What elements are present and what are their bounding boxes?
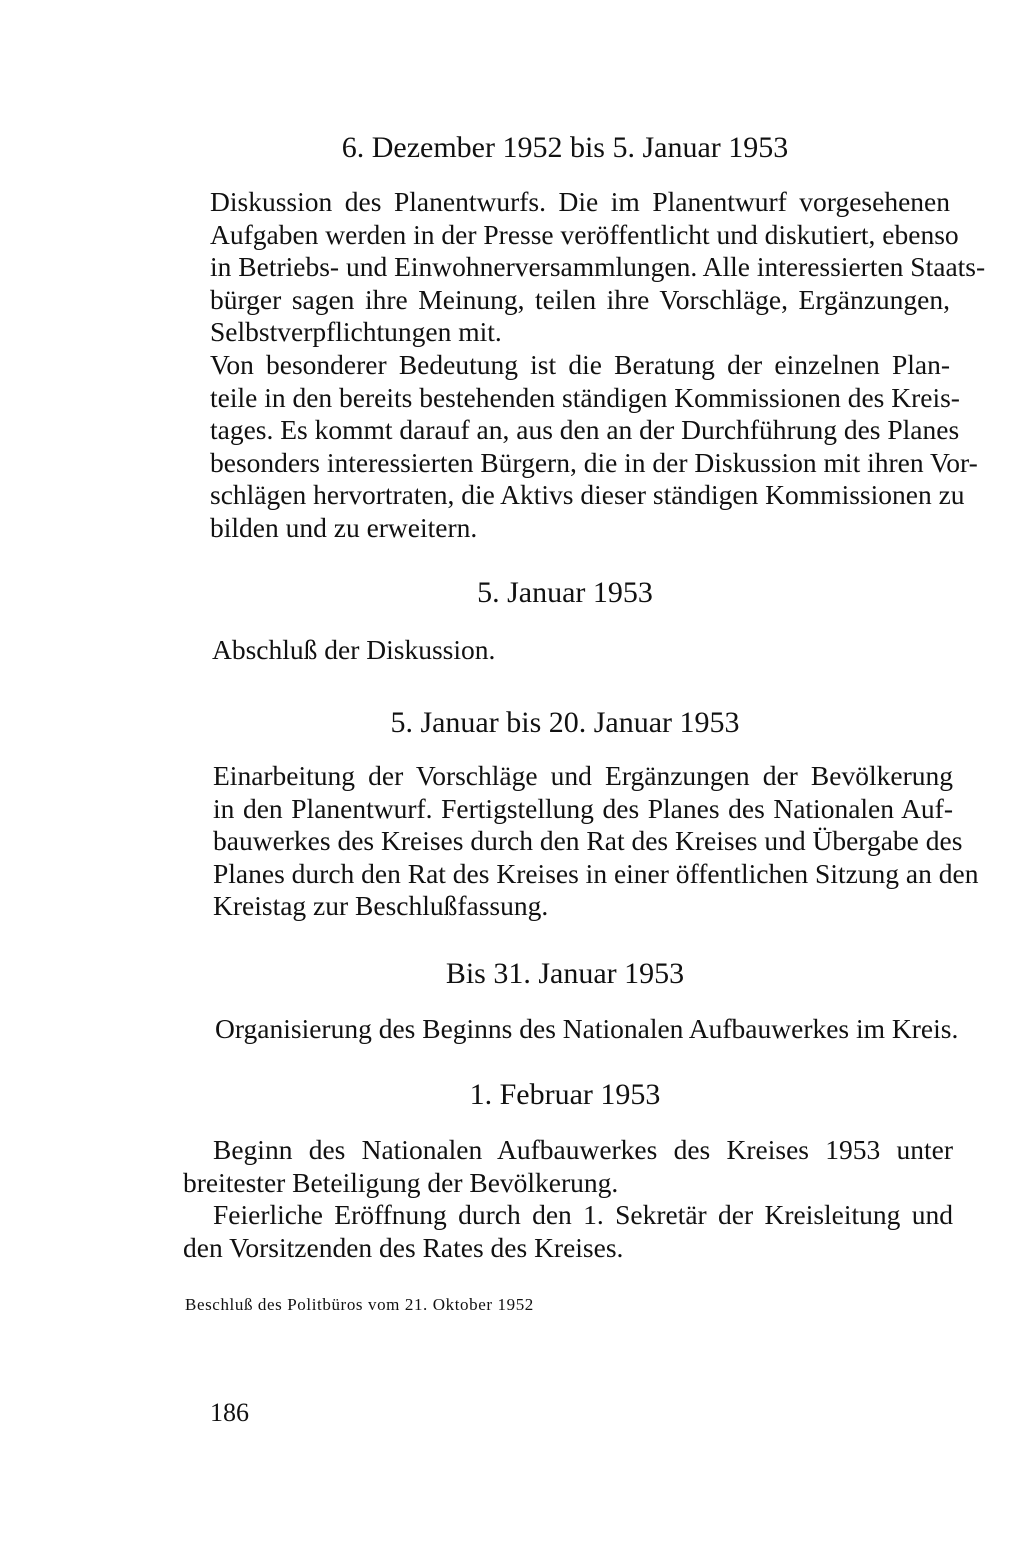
footnote-source: Beschluß des Politbüros vom 21. Oktober 1952 [185,1295,534,1314]
section-5-paragraph-1 [183,1134,953,1199]
text-line: tages. Es kommt darauf an, aus den an der Durchführung des Planes [210,414,960,446]
section-5-paragraph-2 [183,1199,953,1264]
text-line: Aufgaben werden in der Presse veröffentlicht und diskutiert, ebenso [210,218,959,250]
text-line: breitester Beteiligung der Bevölkerung. [183,1166,619,1198]
section-heading-5: 1. Februar 1953 [469,1078,661,1111]
text-line: besonders interessierten Bürgern, die in der Diskussion mit ihren Vor- [210,446,978,478]
section-3-paragraph [183,760,979,923]
text-line: Von besonderer Bedeutung ist die Beratung der einzelnen Plan- [210,349,950,380]
section-heading-4: Bis 31. Januar 1953 [445,957,685,990]
section-heading-1: 6. Dezember 1952 bis 5. Januar 1953 [341,131,789,164]
text-line: bürger sagen ihre Meinung, teilen ihre Vorschläge, Ergänzungen, [210,283,950,315]
section-2-text: Abschluß der Diskussion. [212,634,496,665]
text-line: schlägen hervortraten, die Aktivs dieser ständigen Kommissionen zu [210,479,965,511]
section-4-text: Organisierung des Beginns des Nationalen Aufbauwerkes im Kreis. [215,1013,959,1044]
text-line: teile in den bereits bestehenden ständigen Kommissionen des Kreis- [210,381,960,413]
section-heading-3: 5. Januar bis 20. Januar 1953 [390,706,740,739]
text-line: den Vorsitzenden des Rates des Kreises. [183,1231,624,1263]
text-line: Feierliche Eröffnung durch den 1. Sekretär der Kreisleitung und [213,1199,953,1230]
text-line: bauwerkes des Kreises durch den Rat des Kreises und Übergabe des [213,825,963,857]
text-line: in den Planentwurf. Fertigstellung des Planes des Nationalen Auf- [213,792,953,824]
text-line: Einarbeitung der Vorschläge und Ergänzungen der Bevölkerung [213,760,953,791]
section-heading-2: 5. Januar 1953 [477,576,653,609]
page-number: 186 [210,1398,249,1427]
section-1-paragraph-2 [180,349,978,545]
text-line: Planes durch den Rat des Kreises in einer öffentlichen Sitzung an den [213,857,979,889]
text-line: Kreistag zur Beschlußfassung. [213,890,549,922]
section-1-paragraph-1 [210,186,986,349]
text-line: Diskussion des Planentwurfs. Die im Planentwurf vorgesehenen [210,186,950,217]
text-line: bilden und zu erweitern. [210,511,478,543]
text-line: Selbstverpflichtungen mit. [210,316,502,348]
text-line: in Betriebs- und Einwohnerversammlungen. Alle interessierten Staats- [210,251,986,283]
text-line: Beginn des Nationalen Aufbauwerkes des Kreises 1953 unter [213,1134,953,1165]
